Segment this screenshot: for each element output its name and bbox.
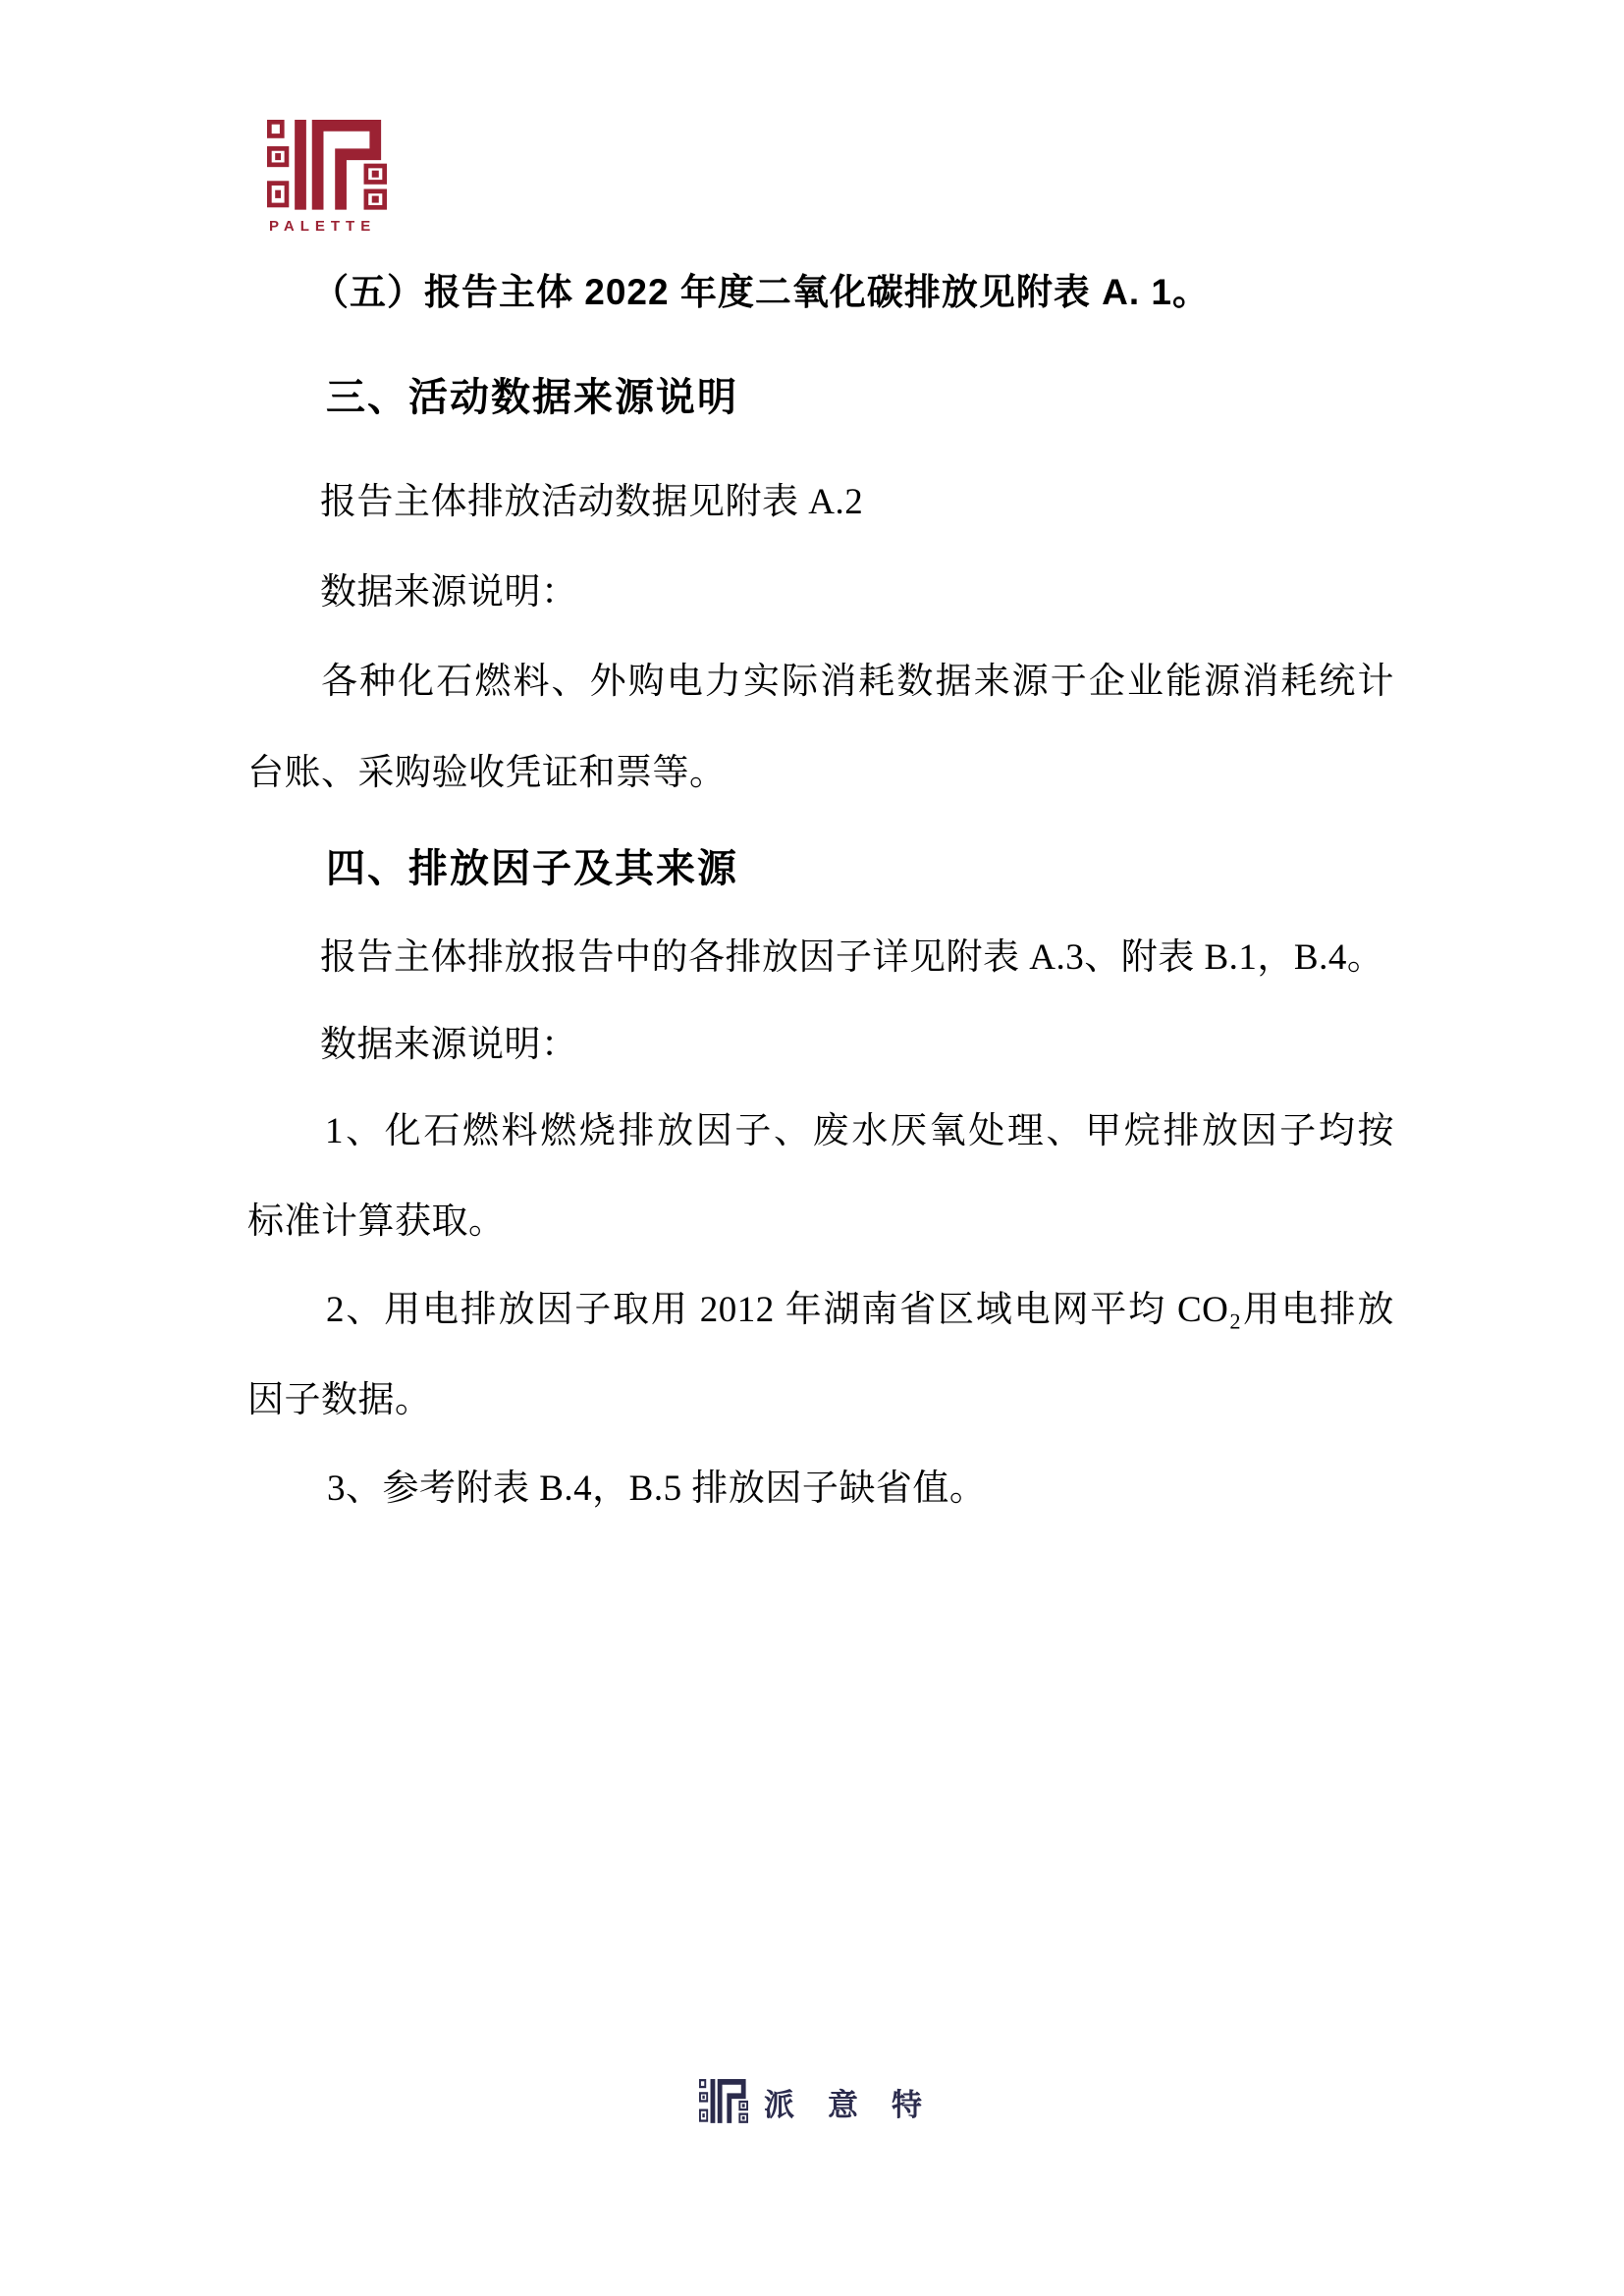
text-line: 3、参考附表 B.4，B.5 排放因子缺省值。: [327, 1468, 987, 1509]
text-line: 2、用电排放因子取用 2012 年湖南省区域电网平均 CO₂用电排放: [326, 1290, 1394, 1330]
text-line: 标准计算获取。: [247, 1201, 506, 1242]
text-line: 报告主体排放报告中的各排放因子详见附表 A.3、附表 B.1，B.4。: [320, 937, 1384, 978]
text-line: 1、化石燃料燃烧排放因子、废水厌氧处理、甲烷排放因子均按: [325, 1111, 1394, 1151]
section-heading: 四、排放因子及其来源: [326, 847, 738, 890]
text-line: 数据来源说明：: [320, 1025, 578, 1065]
footer-brand-text: 派意特: [764, 2087, 955, 2122]
text-line: 台账、采购验收凭证和票等。: [247, 753, 727, 793]
footer-logo-icon: [699, 2079, 748, 2124]
page-footer: [0, 2079, 1624, 2148]
text-line: 因子数据。: [247, 1380, 432, 1420]
footer-brand: [699, 2079, 955, 2124]
palette-logo-icon: [267, 120, 387, 212]
header-logo: [267, 120, 387, 235]
text-line: （五）报告主体 2022 年度二氧化碳排放见附表 A. 1。: [312, 272, 1211, 312]
text-line: 报告主体排放活动数据见附表 A.2: [320, 482, 864, 522]
section-heading: 三、活动数据来源说明: [326, 376, 738, 419]
text-line: 数据来源说明：: [320, 572, 578, 613]
text-line: 各种化石燃料、外购电力实际消耗数据来源于企业能源消耗统计: [321, 662, 1394, 702]
brand-wordmark: PALETTE: [269, 218, 377, 235]
